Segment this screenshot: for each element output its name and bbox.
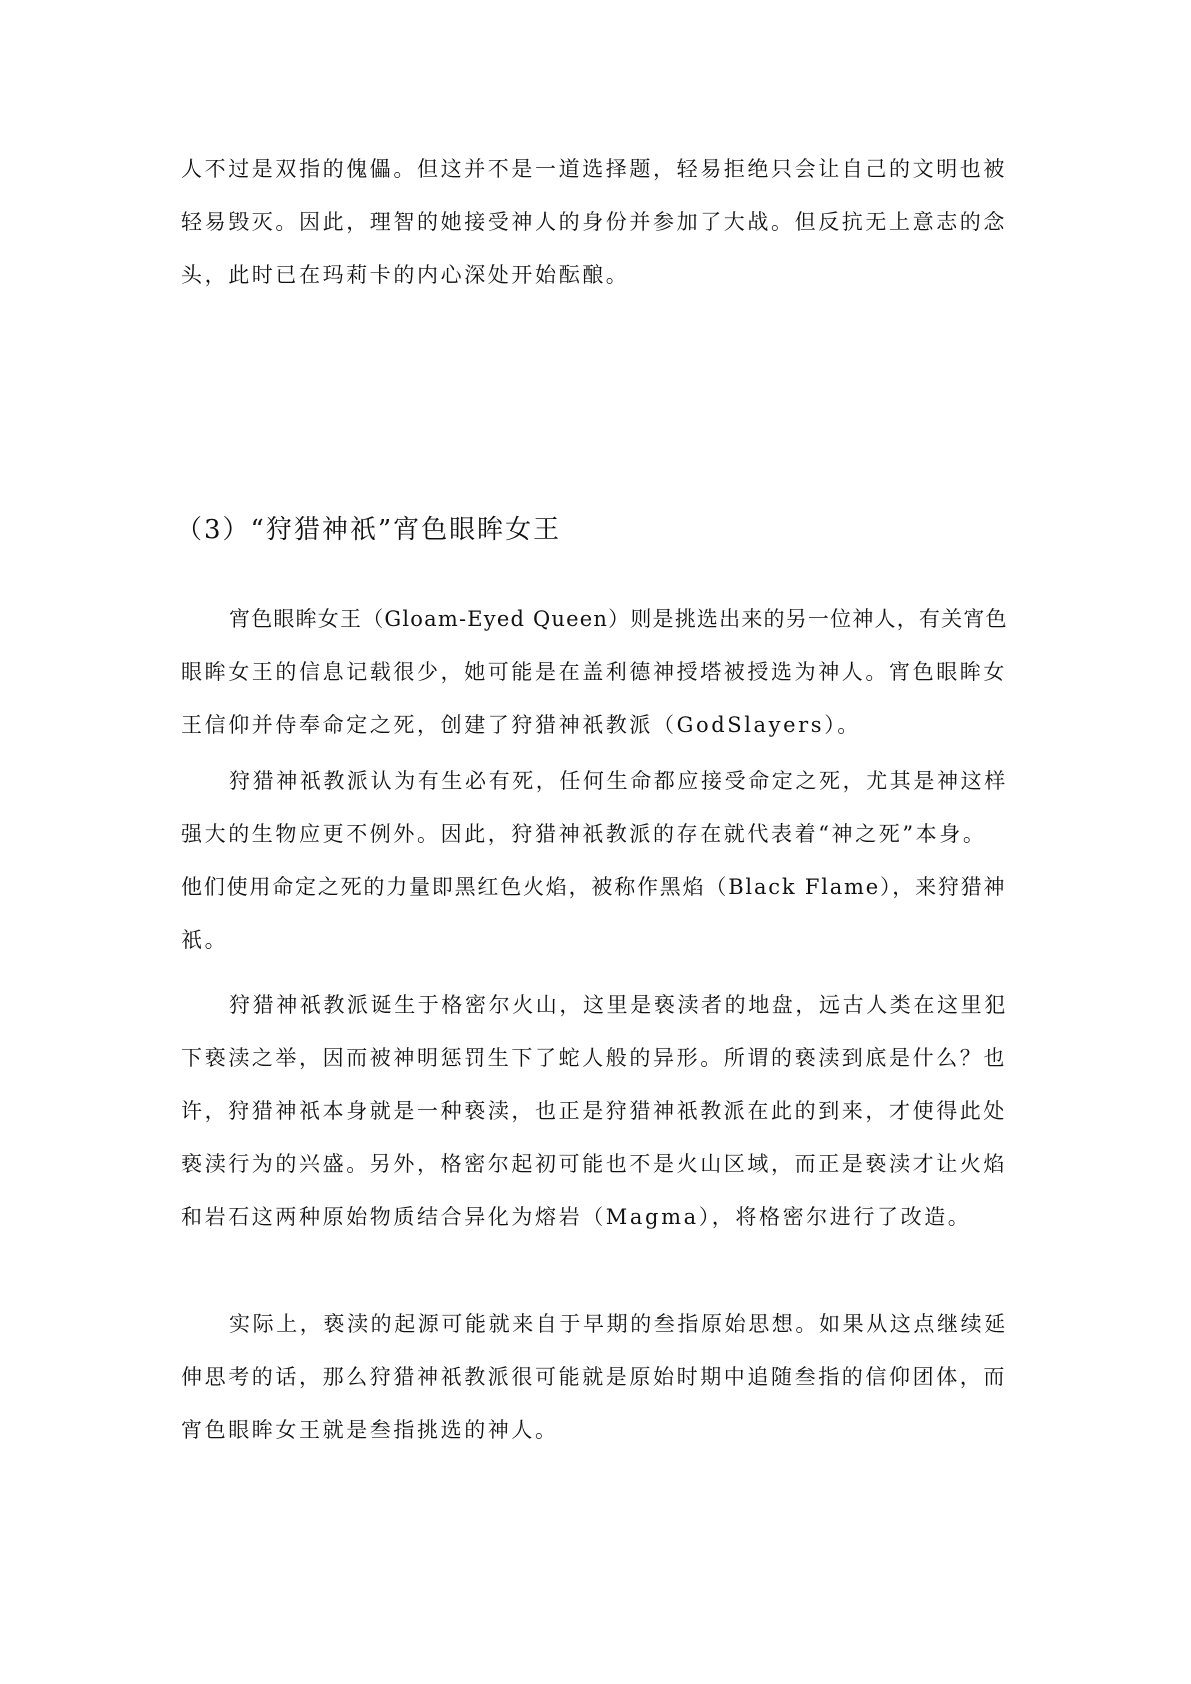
text-line: 狩猎神祇教派认为有生必有死，任何生命都应接受命定之死，尤其是神这样 bbox=[229, 769, 1008, 793]
text-line: 轻易毁灭。因此，理智的她接受神人的身份并参加了大战。但反抗无上意志的念 bbox=[181, 210, 1007, 234]
text-line: 伸思考的话，那么狩猎神祇教派很可能就是原始时期中追随叁指的信仰团体，而 bbox=[181, 1365, 1007, 1389]
text-line: 他们使用命定之死的力量即黑红色火焰，被称作黑焰（Black Flame），来狩猎神 bbox=[181, 875, 1007, 899]
text-line: 许，狩猎神祇本身就是一种亵渎，也正是狩猎神祇教派在此的到来，才使得此处 bbox=[181, 1099, 1007, 1123]
text-line: 和岩石这两种原始物质结合异化为熔岩（Magma），将格密尔进行了改造。 bbox=[181, 1205, 972, 1229]
text-line: 眼眸女王的信息记载很少，她可能是在盖利德神授塔被授选为神人。宵色眼眸女 bbox=[181, 660, 1007, 684]
text-line: 宵色眼眸女王就是叁指挑选的神人。 bbox=[181, 1418, 559, 1442]
text-line: 王信仰并侍奉命定之死，创建了狩猎神祇教派（GodSlayers）。 bbox=[181, 713, 861, 737]
text-line: 强大的生物应更不例外。因此，狩猎神祇教派的存在就代表着“神之死”本身。 bbox=[181, 822, 987, 846]
text-line: 宵色眼眸女王（Gloam-Eyed Queen）则是挑选出来的另一位神人，有关宵色 bbox=[229, 607, 1008, 631]
text-line: 人不过是双指的傀儡。但这并不是一道选择题，轻易拒绝只会让自己的文明也被 bbox=[181, 157, 1007, 181]
text-line: 实际上，亵渎的起源可能就来自于早期的叁指原始思想。如果从这点继续延 bbox=[229, 1312, 1008, 1336]
section-heading: （3）“狩猎神祇”宵色眼眸女王 bbox=[176, 515, 562, 545]
text-line: 狩猎神祇教派诞生于格密尔火山，这里是亵渎者的地盘，远古人类在这里犯 bbox=[229, 993, 1008, 1017]
text-line: 下亵渎之举，因而被神明惩罚生下了蛇人般的异形。所谓的亵渎到底是什么？也 bbox=[181, 1046, 1007, 1070]
text-line: 头，此时已在玛莉卡的内心深处开始酝酿。 bbox=[181, 263, 630, 287]
text-line: 祇。 bbox=[181, 928, 229, 952]
text-line: 亵渎行为的兴盛。另外，格密尔起初可能也不是火山区域，而正是亵渎才让火焰 bbox=[181, 1152, 1007, 1176]
